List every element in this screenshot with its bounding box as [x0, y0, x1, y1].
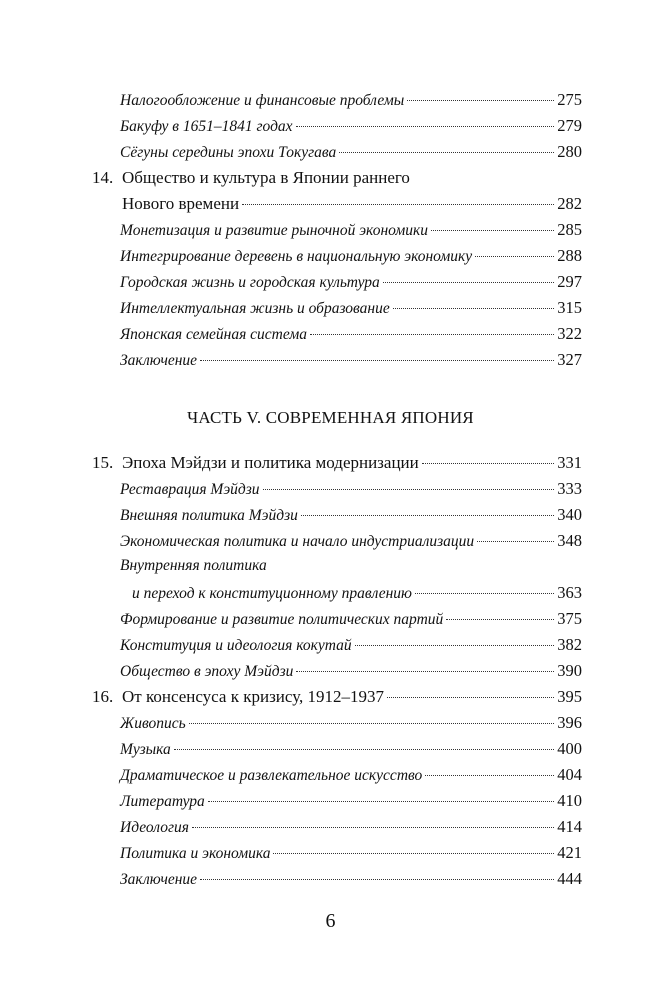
toc-entry-title: Музыка	[120, 741, 171, 758]
leader-dots	[425, 774, 554, 776]
toc-entry[interactable]	[92, 142, 582, 168]
toc-entry[interactable]	[92, 635, 582, 661]
toc-chapter-title: Нового времени	[122, 194, 240, 213]
toc-entry-page: 282	[557, 194, 582, 213]
toc-entry[interactable]	[92, 116, 582, 142]
toc-entry-title: Идеология	[120, 819, 189, 836]
toc-entry-page: 375	[557, 609, 582, 628]
toc-entry-page: 390	[557, 661, 582, 680]
toc-entry[interactable]	[92, 869, 582, 895]
leader-dots	[422, 462, 555, 464]
toc-entry[interactable]	[92, 583, 582, 609]
leader-dots	[477, 540, 554, 542]
toc-entry[interactable]	[92, 713, 582, 739]
toc-entry[interactable]	[92, 246, 582, 272]
toc-entry-page: 275	[557, 90, 582, 109]
leader-dots	[310, 333, 554, 335]
toc-entry-page: 400	[557, 739, 582, 758]
toc-entry-title: Бакуфу в 1651–1841 годах	[120, 118, 293, 135]
toc-entry[interactable]	[92, 350, 582, 376]
toc-chapter[interactable]	[122, 194, 582, 220]
toc-entry-title: Городская жизнь и городская культура	[120, 274, 380, 291]
toc-entry-page: 327	[557, 350, 582, 369]
leader-dots	[200, 359, 554, 361]
leader-dots	[242, 203, 554, 205]
toc-entry[interactable]	[92, 531, 582, 557]
leader-dots	[407, 99, 554, 101]
leader-dots	[263, 488, 555, 490]
toc-entry-page: 395	[557, 687, 582, 706]
toc-entry-page: 322	[557, 324, 582, 343]
leader-dots	[200, 878, 554, 880]
leader-dots	[301, 514, 554, 516]
toc-entry-page: 444	[557, 869, 582, 888]
toc-entry-page: 280	[557, 142, 582, 161]
leader-dots	[446, 618, 554, 620]
toc-entry-page: 285	[557, 220, 582, 239]
toc-chapter[interactable]	[92, 453, 582, 479]
toc-entry-title: Политика и экономика	[120, 845, 271, 862]
toc-entry-title: Реставрация Мэйдзи	[120, 481, 260, 498]
leader-dots	[355, 644, 555, 646]
leader-dots	[383, 281, 555, 283]
toc-entry-title: Сёгуны середины эпохи Токугава	[120, 144, 337, 161]
toc-entry-title: Формирование и развитие политических партий	[120, 611, 444, 628]
toc-entry[interactable]	[92, 765, 582, 791]
toc-entry[interactable]	[92, 90, 582, 116]
chapter-number: 15.	[92, 453, 114, 472]
leader-dots	[393, 307, 554, 309]
page-number: 6	[325, 910, 336, 932]
toc-chapter-title: От консенсуса к кризису, 1912–1937	[122, 687, 385, 706]
toc-entry-title: Интеллектуальная жизнь и образование	[120, 300, 390, 317]
toc-entry[interactable]	[92, 272, 582, 298]
leader-dots	[189, 722, 555, 724]
toc-entry-heading[interactable]	[92, 557, 582, 583]
toc-entry-title: Налогообложение и финансовые проблемы	[120, 92, 405, 109]
leader-dots	[208, 800, 554, 802]
toc-entry-title: Живопись	[120, 715, 186, 732]
leader-dots	[475, 255, 554, 257]
toc-entry-title: Японская семейная система	[120, 326, 307, 343]
toc-entry-title: Заключение	[120, 871, 198, 888]
toc-entry-title: Конституция и идеология кокутай	[120, 637, 352, 654]
toc-entry-title: Внешняя политика Мэйдзи	[120, 507, 298, 524]
toc-entry-title: Интегрирование деревень в национальную экономику	[120, 248, 473, 265]
toc-entry-title: Общество в эпоху Мэйдзи	[120, 663, 294, 680]
toc-entry-page: 414	[557, 817, 582, 836]
toc-entry[interactable]	[92, 505, 582, 531]
toc-entry[interactable]	[92, 220, 582, 246]
toc-entry[interactable]	[92, 324, 582, 350]
toc-entry-page: 348	[557, 531, 582, 550]
leader-dots	[174, 748, 555, 750]
leader-dots	[339, 151, 554, 153]
toc-entry-page: 396	[557, 713, 582, 732]
toc-entry-page: 297	[557, 272, 582, 291]
toc-entry[interactable]	[92, 298, 582, 324]
toc-chapter[interactable]	[92, 687, 582, 713]
leader-dots	[296, 125, 555, 127]
toc-entry[interactable]	[92, 479, 582, 505]
leader-dots	[273, 852, 554, 854]
toc-entry[interactable]	[92, 609, 582, 635]
toc-entry-title: Драматическое и развлекательное искусство	[120, 767, 423, 784]
toc-entry-page: 421	[557, 843, 582, 862]
toc-entry-title: Заключение	[120, 352, 198, 369]
toc-entry[interactable]	[92, 843, 582, 869]
leader-dots	[192, 826, 554, 828]
toc-entry-page: 382	[557, 635, 582, 654]
toc-entry-page: 288	[557, 246, 582, 265]
toc-entry[interactable]	[92, 817, 582, 843]
toc-entry-page: 331	[557, 453, 582, 472]
leader-dots	[296, 670, 554, 672]
toc-entry-page: 279	[557, 116, 582, 135]
toc-entry-title: Литература	[120, 793, 205, 810]
toc-entry[interactable]	[92, 661, 582, 687]
toc-chapter-heading[interactable]	[92, 168, 582, 194]
toc-entry-page: 333	[557, 479, 582, 498]
chapter-number: 14.	[92, 168, 114, 187]
part-heading: ЧАСТЬ V. СОВРЕМЕННАЯ ЯПОНИЯ	[187, 408, 474, 427]
toc-entry-page: 315	[557, 298, 582, 317]
toc-entry-page: 410	[557, 791, 582, 810]
toc-entry[interactable]	[92, 739, 582, 765]
toc-entry-page: 404	[557, 765, 582, 784]
leader-dots	[387, 696, 554, 698]
leader-dots	[431, 229, 554, 231]
toc-entry-title: и переход к конституционному правлению	[132, 585, 412, 602]
toc-entry-title: Экономическая политика и начало индустриализации	[120, 533, 475, 550]
toc-entry-page: 340	[557, 505, 582, 524]
toc-entry-title: Монетизация и развитие рыночной экономики	[120, 222, 428, 239]
toc-entry-title: Внутренняя политика	[120, 557, 267, 574]
leader-dots	[415, 592, 554, 594]
toc-chapter-title: Общество и культура в Японии раннего	[122, 168, 410, 187]
toc-entry[interactable]	[92, 791, 582, 817]
chapter-number: 16.	[92, 687, 114, 706]
toc-chapter-title: Эпоха Мэйдзи и политика модернизации	[122, 453, 419, 472]
toc-entry-page: 363	[557, 583, 582, 602]
